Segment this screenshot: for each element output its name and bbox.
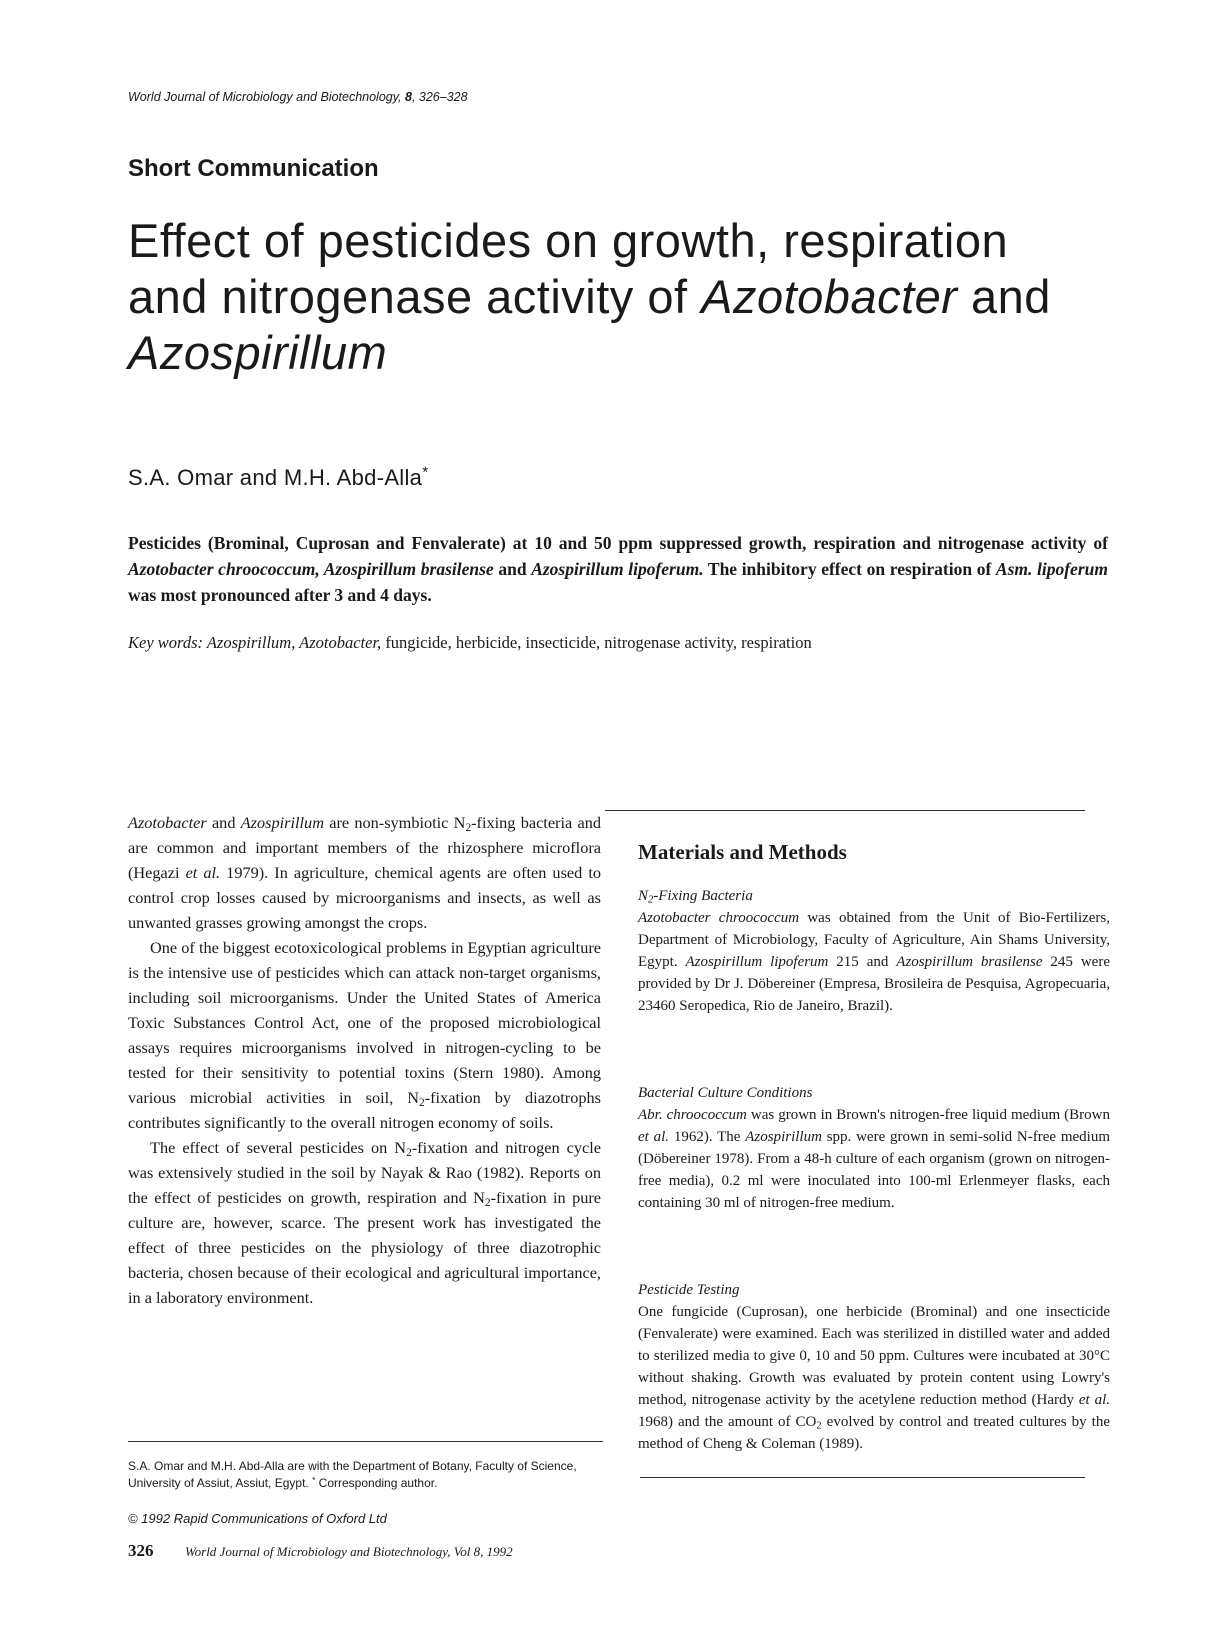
- title-genus: Azotobacter: [701, 270, 958, 323]
- page-number: 326: [128, 1541, 154, 1560]
- species: Azotobacter chroococcum: [638, 910, 800, 926]
- column-top-rule: [605, 810, 1085, 811]
- title-genus: Azospirillum: [128, 326, 388, 379]
- subscript: 2: [484, 1196, 491, 1209]
- keywords: [128, 633, 1108, 653]
- species: Azospirillum brasilense: [896, 954, 1043, 970]
- subscript: 2: [465, 821, 472, 834]
- text: 1968) and the amount of CO: [638, 1414, 817, 1430]
- section-label: Short Communication: [128, 155, 379, 182]
- journal-name: World Journal of Microbiology and Biotechnology,: [128, 90, 405, 104]
- text: are non-symbiotic N: [323, 813, 466, 832]
- methods-heading: Materials and Methods: [638, 840, 847, 864]
- subscript: 2: [419, 1096, 425, 1109]
- text: was obtained from the Unit of Bio-Fertilizers, Department of Microbiology, Faculty of Agriculture, Ain Shams University, Egypt.: [638, 910, 1111, 970]
- title-line-1: Effect of pesticides on growth, respiration: [128, 214, 1009, 267]
- text: -fixing bacteria and are common and important members of the rhizosphere microflora (Hegazi: [128, 813, 601, 882]
- title-line-3: [128, 325, 1128, 381]
- column-bottom-rule: [640, 1477, 1085, 1478]
- copyright: © 1992 Rapid Communications of Oxford Ltd: [128, 1511, 387, 1526]
- abstract-species: Asm. lipoferum: [995, 559, 1108, 579]
- abstract-text: was most pronounced after 3 and 4 days.: [128, 585, 432, 605]
- abstract-text: Pesticides (Brominal, Cuprosan and Fenvalerate) at 10 and 50 ppm suppressed growth, respiration and nitrogenase activity of: [128, 533, 1108, 553]
- subscript: 2: [816, 1420, 822, 1432]
- text: -fixation in pure culture are, however, scarce. The present work has investigated the effect of three pesticides on the physiology of three diazotrophic bacteria, chosen because of their ecological and agricultural importance, in a laboratory environment.: [128, 1188, 602, 1307]
- text: was grown in Brown's nitrogen-free liquid medium (Brown: [746, 1107, 1110, 1123]
- introduction: [128, 810, 601, 1310]
- intro-paragraph-2: [128, 935, 601, 1135]
- text: 1979). In agriculture, chemical agents are often used to control crop losses caused by microorganisms and insects, as well as unwanted grasses growing amongst the crops.: [128, 863, 601, 932]
- abstract: [128, 530, 1108, 608]
- text: evolved by control and treated cultures by the method of Cheng & Coleman (1989).: [638, 1414, 1110, 1452]
- subhead-culture-conditions: Bacterial Culture Conditions: [638, 1085, 813, 1101]
- subscript: 2: [406, 1146, 412, 1159]
- species: Azospirillum lipoferum: [685, 954, 829, 970]
- text: One fungicide (Cuprosan), one herbicide (Brominal) and one insecticide (Fenvalerate) were examined. Each was sterilized in distilled water and added to sterilized media to give 0, 10 and 50 ppm. Cultures were incubated at 30°C without shaking. Growth was evaluated by protein content using Lowry's method, nitrogenase activity by the acetylene reduction method (Hardy: [638, 1304, 1110, 1408]
- et-al: et al.: [185, 863, 221, 882]
- subhead-n2-fixing-bacteria: [638, 888, 753, 905]
- text: -fixation by diazotrophs contributes significantly to the overall nitrogen economy of soils.: [128, 1088, 601, 1132]
- et-al: et al.: [1078, 1392, 1110, 1408]
- abstract-text: and: [493, 559, 532, 579]
- footnote-rule: [128, 1441, 603, 1442]
- journal-pages: , 326–328: [411, 90, 468, 104]
- text: 245 were provided by Dr J. Döbereiner (Empresa, Brosileira de Pesquisa, Agropecuaria, 23460 Seropedica, Rio de Janeiro, Brazil).: [638, 954, 1110, 1014]
- text: 215 and: [828, 954, 897, 970]
- title-text: and: [957, 270, 1051, 323]
- keywords-list: fungicide, herbicide, insecticide, nitrogenase activity, respiration: [381, 633, 812, 652]
- title-text: and nitrogenase activity of: [128, 270, 702, 323]
- methods-paragraph-3: [638, 1301, 1110, 1455]
- keywords-label: Key words:: [128, 633, 207, 652]
- abstract-text: The inhibitory effect on respiration of: [703, 559, 996, 579]
- abstract-species: Azotobacter chroococcum, Azospirillum brasilense: [128, 559, 494, 579]
- text: One of the biggest ecotoxicological problems in Egyptian agriculture is the intensive use of pesticides which can attack non-target organisms, including soil microorganisms. Under the United States of America Toxic Substances Control Act, one of the proposed microbiological assays requires microorganisms involved in nitrogen-cycling to be tested for their sensitivity to potential toxins (Stern 1980). Among various microbial activities in soil, N: [128, 938, 601, 1107]
- text: 1962). The: [669, 1129, 746, 1145]
- genus: Azospirillum: [240, 813, 324, 832]
- author-mark: *: [422, 464, 429, 482]
- intro-paragraph-1: [128, 810, 601, 935]
- keywords-genera: Azospirillum, Azotobacter,: [206, 633, 382, 652]
- text: Corresponding author.: [315, 1476, 438, 1490]
- article-title: [128, 213, 1128, 381]
- intro-paragraph-3: [128, 1135, 601, 1310]
- folio-journal: World Journal of Microbiology and Biotechnology, Vol 8, 1992: [185, 1544, 513, 1559]
- author-names: S.A. Omar and M.H. Abd-Alla: [128, 465, 423, 490]
- methods-paragraph-1: [638, 907, 1110, 1017]
- abstract-species: Azospirillum lipoferum.: [531, 559, 704, 579]
- et-al: et al.: [638, 1129, 670, 1145]
- text: N: [638, 888, 649, 904]
- text: and: [206, 813, 241, 832]
- methods-paragraph-2: [638, 1104, 1110, 1214]
- subhead-pesticide-testing: Pesticide Testing: [638, 1282, 740, 1298]
- text: S.A. Omar and M.H. Abd-Alla are with the Department of Botany, Faculty of Science, University of Assiut, Assiut, Egypt.: [128, 1459, 577, 1490]
- species: Abr. chroococcum: [638, 1107, 747, 1123]
- footnote: [128, 1458, 608, 1492]
- genus: Azotobacter: [128, 813, 207, 832]
- text: -fixation and nitrogen cycle was extensively studied in the soil by Nayak & Rao (1982). Reports on the effect of pesticides on growth, respiration and N: [128, 1138, 601, 1207]
- title-line-2: [128, 269, 1128, 325]
- text: spp. were grown in semi-solid N-free medium (Döbereiner 1978). From a 48-h culture of each organism (grown on nitrogen-free media), 0.2 ml were inoculated into 100-ml Erlenmeyer flasks, each containing 30 ml of nitrogen-free medium.: [638, 1129, 1110, 1211]
- genus: Azospirillum: [745, 1129, 822, 1145]
- journal-header: [128, 90, 468, 104]
- authors: [128, 465, 429, 491]
- subscript: 2: [648, 894, 654, 906]
- text: The effect of several pesticides on N: [150, 1138, 407, 1157]
- journal-volume: 8: [405, 90, 412, 104]
- footnote-mark: *: [312, 1474, 316, 1485]
- text: -Fixing Bacteria: [653, 888, 753, 904]
